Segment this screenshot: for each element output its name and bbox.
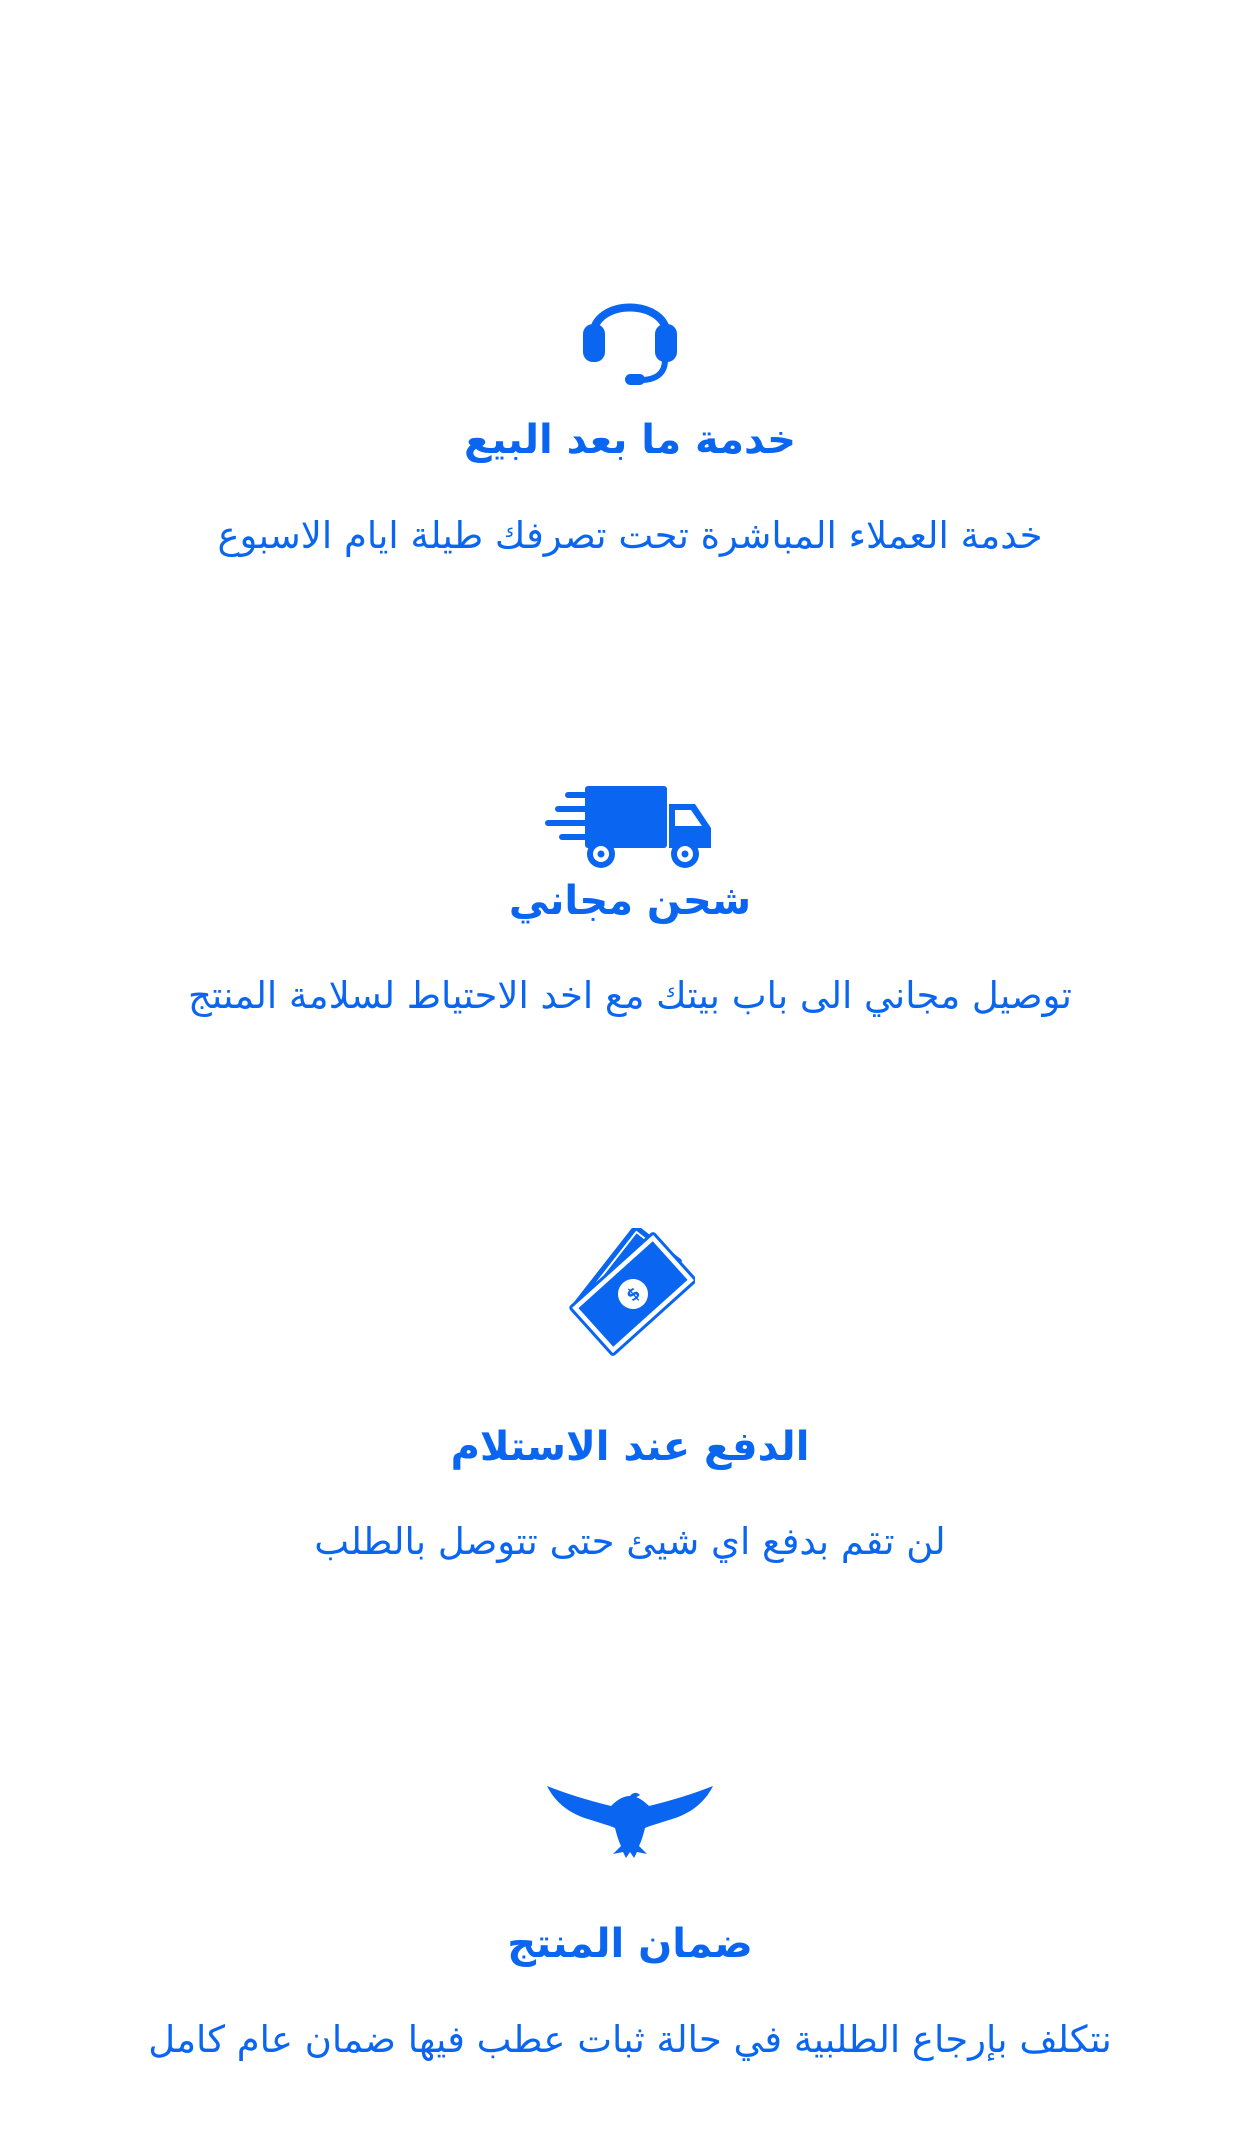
feature-description: لن تقم بدفع اي شيئ حتى تتوصل بالطلب [314,1520,946,1563]
feature-title: خدمة ما بعد البيع [464,417,796,463]
feature-description: نتكلف بإرجاع الطلبية في حالة ثبات عطب فيها ضمان عام كامل [148,2018,1112,2061]
money-bills-icon [0,1228,1260,1358]
eagle-icon [0,1780,1260,1860]
feature-description: توصيل مجاني الى باب بيتك مع اخد الاحتياط لسلامة المنتج [188,974,1072,1017]
headset-icon [0,278,1260,388]
svg-text:$: $ [622,1283,645,1307]
delivery-truck-icon [0,782,1260,872]
feature-description: خدمة العملاء المباشرة تحت تصرفك طيلة ايام الاسبوع [217,514,1043,557]
feature-title: شحن مجاني [508,878,752,924]
feature-title: ضمان المنتج [507,1921,753,1967]
feature-title: الدفع عند الاستلام [450,1424,810,1470]
